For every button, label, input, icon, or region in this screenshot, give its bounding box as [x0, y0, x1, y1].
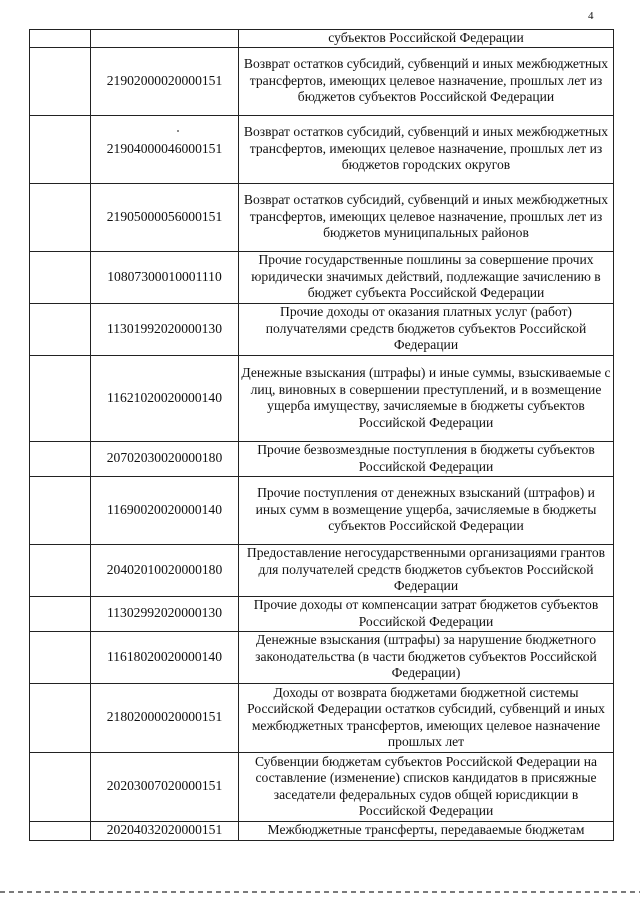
table-row — [30, 303, 614, 355]
income-name-cell: Возврат остатков субсидий, субвенций и иных межбюджетных трансфертов, имеющих целевое назначение, прошлых лет из бюджетов субъектов Российской Федерации — [239, 47, 614, 115]
table-row — [30, 752, 614, 821]
income-name-cell: Предоставление негосударственными организациями грантов для получателей средств бюджетов субъектов Российской Федерации — [239, 544, 614, 596]
table-body — [30, 30, 614, 841]
income-name-cell: субъектов Российской Федерации — [239, 30, 614, 48]
row-number-cell — [30, 115, 91, 183]
row-number-cell — [30, 303, 91, 355]
table-row — [30, 683, 614, 752]
budget-code-cell: 20204032020000151 — [91, 821, 239, 840]
table-row — [30, 544, 614, 596]
table-row — [30, 476, 614, 544]
income-name-cell: Прочие доходы от компенсации затрат бюджетов субъектов Российской Федерации — [239, 596, 614, 631]
row-number-cell — [30, 544, 91, 596]
scan-artifact-dot — [177, 130, 179, 132]
budget-code-cell: 11302992020000130 — [91, 596, 239, 631]
budget-code-cell: 20402010020000180 — [91, 544, 239, 596]
table-row — [30, 596, 614, 631]
income-name-cell: Прочие доходы от оказания платных услуг (работ) получателями средств бюджетов субъектов Российской Федерации — [239, 303, 614, 355]
budget-code-cell: 11621020020000140 — [91, 355, 239, 441]
row-number-cell — [30, 596, 91, 631]
budget-code-cell: 21902000020000151 — [91, 47, 239, 115]
income-name-cell: Денежные взыскания (штрафы) за нарушение бюджетного законодательства (в части бюджетов субъектов Российской Федерации) — [239, 631, 614, 683]
row-number-cell — [30, 183, 91, 251]
table-row — [30, 441, 614, 476]
scan-artifact-edge — [0, 891, 640, 893]
income-name-cell: Возврат остатков субсидий, субвенций и иных межбюджетных трансфертов, имеющих целевое назначение, прошлых лет из бюджетов городских округов — [239, 115, 614, 183]
income-name-cell: Доходы от возврата бюджетами бюджетной системы Российской Федерации остатков субсидий, субвенций и иных межбюджетных трансфертов, имеющих целевое назначение прошлых лет — [239, 683, 614, 752]
budget-code-cell: 11690020020000140 — [91, 476, 239, 544]
income-name-cell: Возврат остатков субсидий, субвенций и иных межбюджетных трансфертов, имеющих целевое назначение, прошлых лет из бюджетов муниципальных районов — [239, 183, 614, 251]
budget-code-cell: 10807300010001110 — [91, 251, 239, 303]
row-number-cell — [30, 752, 91, 821]
table-row — [30, 115, 614, 183]
budget-code-cell: 21904000046000151 — [91, 115, 239, 183]
row-number-cell — [30, 47, 91, 115]
row-number-cell — [30, 683, 91, 752]
budget-code-cell: 21802000020000151 — [91, 683, 239, 752]
row-number-cell — [30, 30, 91, 48]
table-row — [30, 355, 614, 441]
row-number-cell — [30, 251, 91, 303]
row-number-cell — [30, 441, 91, 476]
page-number: 4 — [588, 10, 594, 22]
table-row — [30, 631, 614, 683]
table-row — [30, 821, 614, 840]
table-row — [30, 30, 614, 48]
table-row — [30, 251, 614, 303]
budget-code-cell: 11301992020000130 — [91, 303, 239, 355]
budget-code-cell: 20702030020000180 — [91, 441, 239, 476]
budget-code-cell: 20203007020000151 — [91, 752, 239, 821]
income-name-cell: Межбюджетные трансферты, передаваемые бюджетам — [239, 821, 614, 840]
row-number-cell — [30, 476, 91, 544]
income-name-cell: Денежные взыскания (штрафы) и иные суммы, взыскиваемые с лиц, виновных в совершении преступлений, и в возмещение ущерба имуществу, зачисляемые в бюджеты субъектов Российской Федерации — [239, 355, 614, 441]
table-row — [30, 47, 614, 115]
income-name-cell: Субвенции бюджетам субъектов Российской Федерации на составление (изменение) списков кандидатов в присяжные заседатели федеральных судов общей юрисдикции в Российской Федерации — [239, 752, 614, 821]
income-name-cell: Прочие безвозмездные поступления в бюджеты субъектов Российской Федерации — [239, 441, 614, 476]
row-number-cell — [30, 821, 91, 840]
budget-code-cell: 11618020020000140 — [91, 631, 239, 683]
income-name-cell: Прочие поступления от денежных взысканий (штрафов) и иных сумм в возмещение ущерба, зачисляемые в бюджеты субъектов Российской Федерации — [239, 476, 614, 544]
budget-codes-table — [29, 29, 614, 841]
table-row — [30, 183, 614, 251]
row-number-cell — [30, 631, 91, 683]
income-name-cell: Прочие государственные пошлины за совершение прочих юридически значимых действий, подлежащие зачислению в бюджет субъекта Российской Федерации — [239, 251, 614, 303]
budget-code-cell — [91, 30, 239, 48]
row-number-cell — [30, 355, 91, 441]
budget-code-cell: 21905000056000151 — [91, 183, 239, 251]
